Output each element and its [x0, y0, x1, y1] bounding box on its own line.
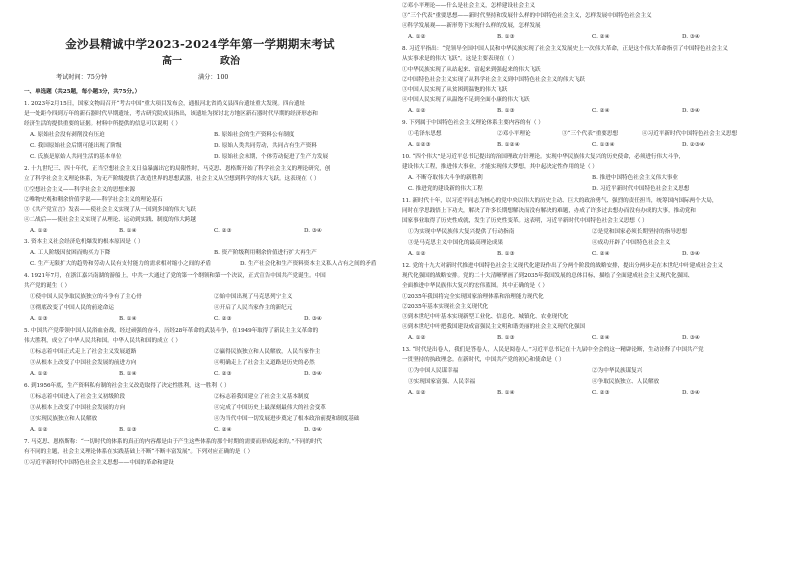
q8-item: ②中国特色社会主义实现了从科学社会主义到中国特色社会主义的伟大飞跃: [402, 77, 585, 83]
option[interactable]: C. 氏族是原始人共同生活的基本单位: [30, 154, 122, 160]
option[interactable]: A. 原始社会没有剥削没有压迫: [30, 132, 105, 138]
option[interactable]: A. 不断夺取伟大斗争的新胜利: [408, 175, 483, 181]
option-b[interactable]: B. ①④: [119, 228, 137, 234]
item: ③从根本上改变了中国社会发展的方向: [30, 405, 126, 411]
item: ②始中国出现了马克思列宁主义: [214, 294, 293, 300]
option-c[interactable]: C. ②④: [214, 427, 232, 433]
q10-line: 建设伟大工程，推进伟大事业，才能实现伟大梦想，其中起决定性作用的是（ ）: [402, 164, 598, 170]
item: ①为中国人民谋幸福: [408, 368, 459, 374]
q11-line: 国家事业取得了历史性成就，发生了历史性变革。这表明，习近平新时代中国特色社会主义思想（ ）: [402, 218, 648, 224]
option-b[interactable]: B. ①③: [497, 34, 515, 40]
q2-item: ①空想社会主义——科学社会主义的思想来源: [24, 187, 135, 193]
q1-line: 1. 2023年2月15日，国家文物局召开“考古中国”重大项目发布会，通报河北省尚义县四台遗址重大发现。四台遗址: [24, 101, 306, 107]
option[interactable]: C. 推进党的建设新的伟大工程: [408, 186, 483, 192]
exam-grade: 高一: [162, 56, 182, 67]
option-c[interactable]: C. ②③: [592, 390, 610, 396]
item: ③实现民族独立和人民解放: [30, 416, 98, 422]
option-d[interactable]: D. ③④: [304, 427, 322, 433]
option-d[interactable]: D. ③④: [304, 316, 322, 322]
option-a[interactable]: A. ①②: [30, 427, 48, 433]
q7-item: ③“三个代表”重要思想——新时代坚持和发展什么样的中国特色社会主义，怎样发展中国特色社会主义: [402, 13, 652, 19]
q2-line: 立了科学社会主义理论体系，为无产阶级提供了改造世界的思想武器，社会主义从空想到科学的伟大飞跃。这表现在（ ）: [24, 176, 320, 182]
q2-line: 2. 十九世纪三、四十年代，正当空想社会主义日益暴露出它的局限性时，马克思、恩格斯开始了科学社会主义的理论研究，创: [24, 166, 331, 172]
option-c[interactable]: C. ①③④: [592, 142, 615, 148]
option[interactable]: B. 资产阶级利用剩余价值进行扩大再生产: [214, 250, 317, 256]
option-a[interactable]: A. ①②: [408, 34, 426, 40]
option-c[interactable]: C. ②④: [592, 335, 610, 341]
item: ④习近平新时代中国特色社会主义思想: [642, 131, 738, 137]
option-d[interactable]: D. ③④: [682, 335, 700, 341]
option-b[interactable]: B. ①③: [497, 335, 515, 341]
q8-line: 从实事求是的伟大飞跃”。这是主要表现在（ ）: [402, 56, 518, 62]
option-a[interactable]: A. ①②: [408, 108, 426, 114]
q7-item: ④科学发展观——新形势下实现什么样的发展，怎样发展: [402, 23, 541, 29]
option-c[interactable]: C. ②④: [592, 108, 610, 114]
option-c[interactable]: C. ②④: [592, 34, 610, 40]
option-a[interactable]: A. ①②: [408, 251, 426, 257]
item: ①使中国人民争取民族独立的斗争有了主心骨: [30, 294, 142, 300]
exam-score: 满分：100: [198, 74, 229, 81]
item: ④开启了人民当家作主的新纪元: [214, 305, 293, 311]
item: ②标志着我国建立了社会主义基本制度: [214, 394, 310, 400]
q10-line: 10. “四个伟大”是习近平总书记提出的治国理政方针理论。实现中华民族伟大复兴的历史使命，必须进行伟大斗争，: [402, 154, 685, 160]
q4-line: 4. 1921年7月，在浙江嘉兴南湖的游船上，中共一大通过了党的第一个纲领和第一个决议，正式宣告中国共产党诞生。中国: [24, 273, 326, 279]
q12-item: ①2035年我国将完全实现国家治理体系和治理能力现代化: [402, 294, 544, 300]
option[interactable]: D. 习近平新时代中国特色社会主义思想: [592, 186, 690, 192]
q8-line: 8. 习近平指出：“党领导全国中国人民和中华民族实现了社会主义发展史上一次伟大革命，正是这个伟大革命指引了中国特色社会主义: [402, 46, 728, 52]
item: ④明确走上了社会主义道路是历史的必然: [214, 360, 315, 366]
option-b[interactable]: B. ①③: [119, 427, 137, 433]
q12-item: ③到本世纪中叶基本实现新型工业化、信息化、城镇化、农业现代化: [402, 314, 569, 320]
q12-line: 现代化强国的战略安排。党的二十大清晰擘画了到2035年我国发展的总体目标，描绘了全面建成社会主义现代化强国、: [402, 273, 694, 279]
q2-item: ②唯物史观和剩余价值学说——科学社会主义的理论基石: [24, 197, 163, 203]
option[interactable]: C. 我国原始社会后期可能出现了阶级: [30, 143, 122, 149]
item: ②是党和国家必须长期坚持的指导思想: [592, 229, 688, 235]
q2-item: ④二战后——使社会主义实现了从理论、运动到实践、制度的伟大跨越: [24, 217, 196, 223]
item: ③“三个代表”重要思想: [562, 131, 619, 137]
q4-line: 共产党的诞生（ ）: [24, 283, 71, 289]
option-c[interactable]: C. ②④: [592, 251, 610, 257]
q7-line: 有不同的主题，社会主义理论体系在实践基础上不断“不断丰富发展”。下列对应正确的是（ ）: [24, 449, 254, 455]
q1-line: 是一处距今四到万年的新石器时代早期遗址，考古研究院成员指出，该遗址为探讨北方地区新石器时代早期的经济形态和: [24, 111, 318, 117]
item: ④为当代中国一切发展进步奠定了根本政治前提和制度基础: [214, 416, 360, 422]
right-column: [402, 0, 772, 562]
exam-title: 金沙县精诚中学2023-2024学年第一学期期末考试: [65, 37, 335, 51]
q9-line: 9. 下列属于中国特色社会主义理论体系主要内容的有（ ）: [402, 120, 544, 126]
option-a[interactable]: A. ①②: [408, 390, 426, 396]
option[interactable]: D. 生产社会化和生产资料资本主义私人占有之间的矛盾: [240, 261, 377, 267]
option[interactable]: A. 工人阶级因贫困而购买力下降: [30, 250, 111, 256]
q7-line: 7. 马克思、恩格斯称：“一切时代的体系的真正的内容都是由于产生这些体系的那个时期的需要而形成起来的。”不同的时代: [24, 439, 323, 445]
option-b[interactable]: B. ①④: [119, 316, 137, 322]
option-a[interactable]: A. ①②③: [408, 142, 431, 148]
item: ④成功开辟了中国特色社会主义: [592, 240, 671, 246]
item: ③从根本上改变了中国社会发展的前进方向: [30, 360, 137, 366]
option-b[interactable]: B. ①③: [497, 108, 515, 114]
q5-line: 伟大胜利，成立了中华人民共和国。中华人民共和国的成立（ ）: [24, 338, 181, 344]
option[interactable]: D. 原始人类共同劳动，共同占有生产资料: [214, 143, 317, 149]
option[interactable]: B. 推进中国特色社会主义伟大事业: [592, 175, 678, 181]
option-a[interactable]: A. ①②: [30, 371, 48, 377]
left-column: [24, 0, 394, 562]
q7-item: ②邓小平理论——什么是社会主义，怎样建设社会主义: [402, 3, 536, 9]
section-heading: 一、单选题（共25题，每小题3分，共75分。）: [24, 89, 141, 95]
q11-line: 同时在学思践悟上下功夫，解决了许多长期想解决而没有解决的难题，办成了许多过去想办而没有办成的大事，推动党和: [402, 208, 696, 214]
option-d[interactable]: D. ③④: [304, 228, 322, 234]
option-a[interactable]: A. ①②: [30, 228, 48, 234]
option[interactable]: D. 原始社会末期，个体劳动促进了生产力发展: [214, 154, 329, 160]
option-d[interactable]: D. ③④: [682, 108, 700, 114]
q8-item: ④中国人民实现了从温饱不足到全面小康的伟大飞跃: [402, 97, 530, 103]
option-a[interactable]: A. ①②: [408, 335, 426, 341]
item: ②为中华民族谋复兴: [592, 368, 643, 374]
item: ④争取民族独立、人民解放: [592, 379, 660, 385]
option-b[interactable]: B. ①④: [119, 371, 137, 377]
item: ③彻底改变了中国人民的前途命运: [30, 305, 114, 311]
q1-line: 经济生活的提供重要的证据。材料中所提供的信息可以说明（ ）: [24, 121, 181, 127]
option-d[interactable]: D. ③④: [682, 251, 700, 257]
item: ②邓小平理论: [497, 131, 531, 137]
item: ①标志着中国进入了社会主义初级阶段: [30, 394, 126, 400]
option-a[interactable]: A. ①③: [30, 316, 48, 322]
option-c[interactable]: C. ②③: [214, 228, 232, 234]
item: ③实现国家富强、人民幸福: [408, 379, 476, 385]
option-b[interactable]: B. ①②④: [497, 142, 520, 148]
option[interactable]: C. 生产无限扩大的趋势和劳动人民有支付能力的需求相对缩小之间的矛盾: [30, 261, 212, 267]
q13-line: 13. “时代是出卷人，我们是答卷人，人民是阅卷人。”习近平总书记在十九届中全会的这一精辟论断，生动诠释了中国共产党: [402, 347, 704, 353]
q6-line: 6. 到1956年底，生产资料私有制的社会主义改造取得了决定性胜利，这一胜利（ ）: [24, 383, 230, 389]
item: ③是马克思主义中国化的最高理论成果: [408, 240, 504, 246]
option-d[interactable]: D. ③④: [304, 371, 322, 377]
option-c[interactable]: C. ②③: [214, 371, 232, 377]
q12-line: 全面推进中华民族伟大复兴的宏伟蓝图。其中正确的是（ ）: [402, 283, 548, 289]
q8-item: ③中国人民实现了从贫困到温饱的伟大飞跃: [402, 87, 508, 93]
q12-item: ②2035年基本实现社会主义现代化: [402, 304, 489, 310]
option[interactable]: B. 原始社会的生产资料公有制度: [214, 132, 295, 138]
exam-subject: 政治: [220, 56, 240, 67]
option-d[interactable]: D. ②③④: [682, 142, 705, 148]
option-d[interactable]: D. ③④: [682, 390, 700, 396]
item: ①毛泽东思想: [408, 131, 442, 137]
q12-line: 12. 党的十九大对新时代推进中国特色社会主义现代化建设作出了分两个阶段的战略安排，提出分两步走在本世纪中叶建成社会主义: [402, 263, 723, 269]
option-b[interactable]: B. ①③: [497, 251, 515, 257]
q8-item: ①中华民族实现了从站起来、富起来到强起来的伟大飞跃: [402, 67, 541, 73]
item: ①标志着中国正式走上了社会主义发展道路: [30, 349, 137, 355]
option-d[interactable]: D. ③④: [682, 34, 700, 40]
q7-item: ①习近平新时代中国特色社会主义思想——中国的革命和建设: [24, 460, 174, 466]
q5-line: 5. 中国共产党带领中国人民浴血奋战，经过顽强的奋斗，历经28年革命的武装斗争，在1949年取得了新民主主义革命的: [24, 328, 319, 334]
q3-line: 3. 资本主义社会经济危机爆发的根本原因是（ ）: [24, 239, 144, 245]
item: ①为实现中华民族伟大复兴提供了行动指南: [408, 229, 515, 235]
q2-item: ③《共产党宣言》发表——使社会主义实现了从一国到多国的伟大飞跃: [24, 207, 196, 213]
option-c[interactable]: C. ②③: [214, 316, 232, 322]
q11-line: 11. 新时代十年，以习近平同志为核心的党中央以伟大的历史主动、巨大的政治勇气、强烈的责任担当，统筹国内国际两个大局，: [402, 198, 718, 204]
q12-item: ④到本世纪中叶把我国建设成富强民主文明和谐美丽的社会主义现代化强国: [402, 324, 585, 330]
exam-time: 考试时间：75分钟: [56, 74, 108, 81]
item: ④完成了中国历史上最深刻最伟大的社会变革: [214, 405, 326, 411]
option-b[interactable]: B. ①④: [497, 390, 515, 396]
q13-line: 一贯坚持的执政理念。在新时代，中国共产党的初心和使命是（ ）: [402, 357, 565, 363]
item: ②赢得民族独立和人民解放，人民当家作主: [214, 349, 321, 355]
